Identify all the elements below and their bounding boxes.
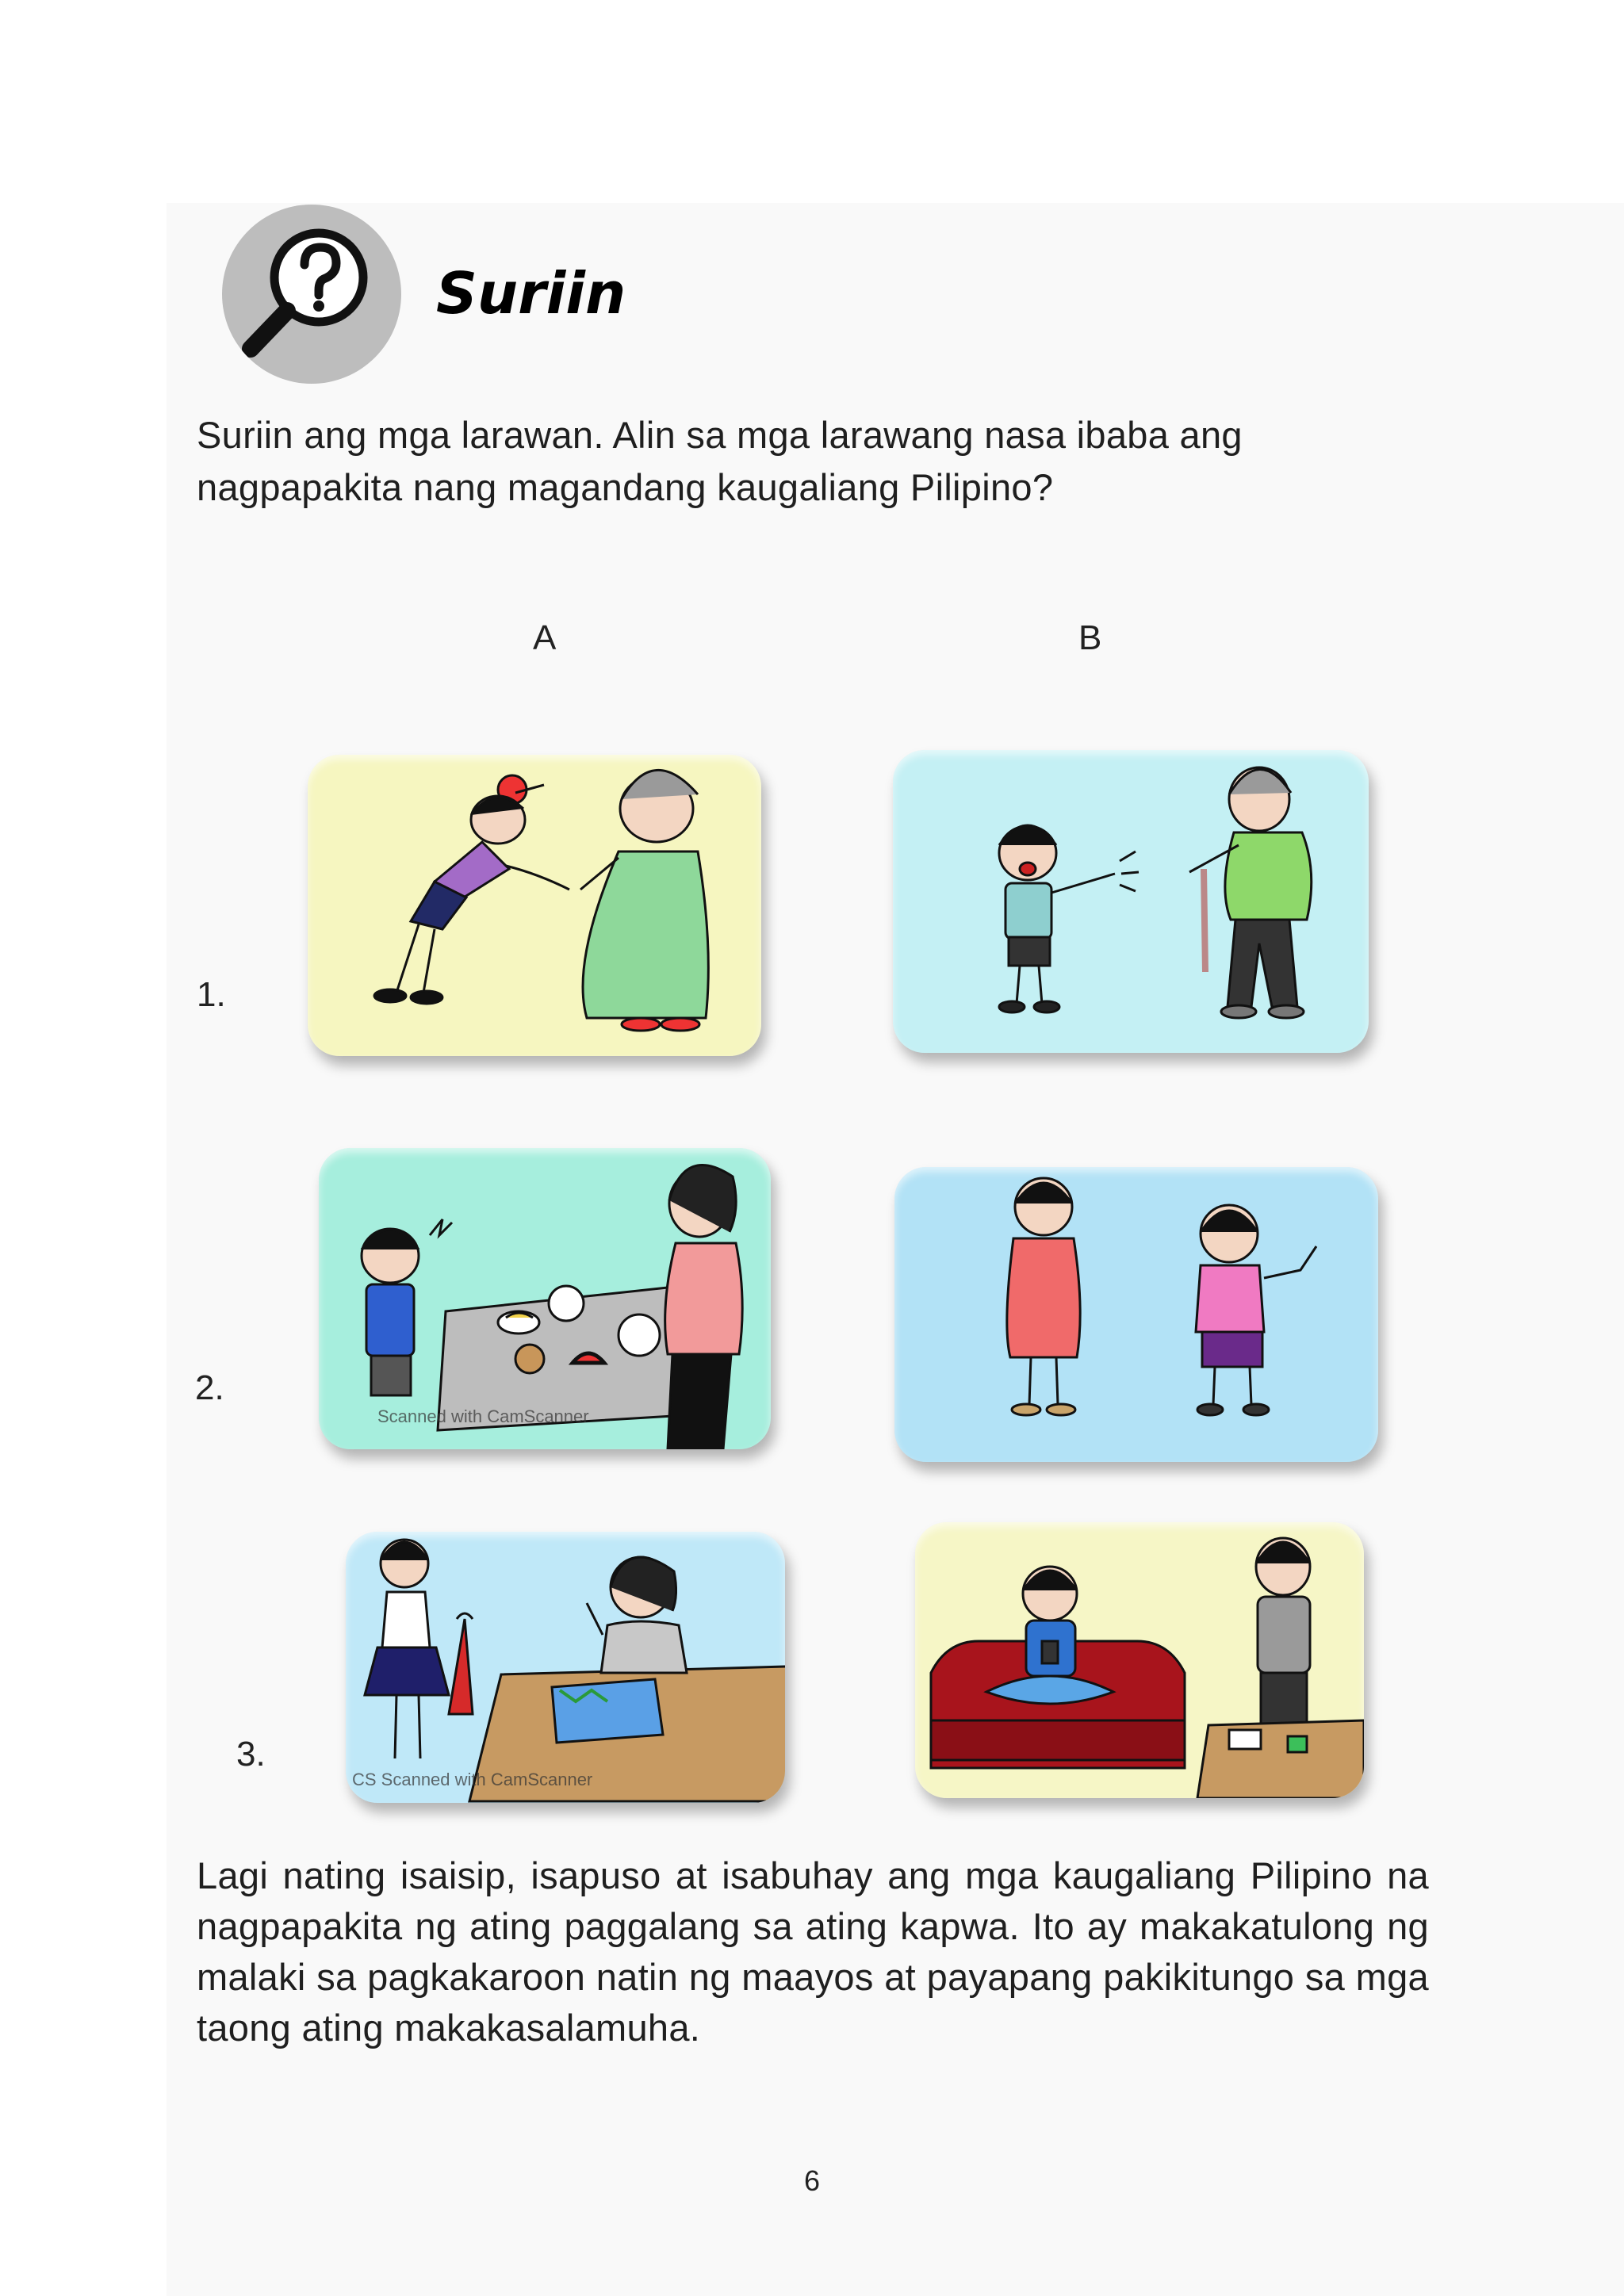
magnifier-question-icon xyxy=(222,205,401,384)
picture-1b-boy-shouts-at-elder[interactable] xyxy=(893,750,1369,1053)
conclusion-text: Lagi nating isaisip, isapuso at isabuhay ang mga kaugaliang Pilipino na nagpapakita ng ating paggalang sa ating kapwa. Ito ay makakatulong ng malaki sa pagkakaroon natin ng maayos at payapang pakikitungo sa mga taong ating makakasalamuha. xyxy=(197,1854,1429,2049)
picture-2a-boy-complains-food[interactable] xyxy=(319,1148,771,1449)
picture-3a-girl-greets-mother[interactable] xyxy=(346,1532,785,1803)
picture-3b-boy-ignores-father[interactable] xyxy=(915,1522,1364,1798)
row-label-3: 3. xyxy=(236,1735,266,1774)
camscanner-watermark: CS Scanned with CamScanner xyxy=(352,1770,593,1789)
page-number: 6 xyxy=(804,2164,821,2197)
row-label-1: 1. xyxy=(197,975,226,1014)
row-label-2: 2. xyxy=(195,1368,224,1407)
picture-1a-girl-greets-elder[interactable] xyxy=(308,755,761,1056)
instruction-text: Suriin ang mga larawan. Alin sa mga larawang nasa ibaba ang nagpapakita nang magandang kaugaliang Pilipino? xyxy=(197,414,1243,508)
column-label-b: B xyxy=(1078,618,1102,657)
picture-2b-girls-greeting[interactable] xyxy=(894,1167,1378,1462)
camscanner-watermark: Scanned with CamScanner xyxy=(377,1406,589,1426)
column-label-a: A xyxy=(533,618,557,657)
section-title: Suriin xyxy=(436,260,626,327)
